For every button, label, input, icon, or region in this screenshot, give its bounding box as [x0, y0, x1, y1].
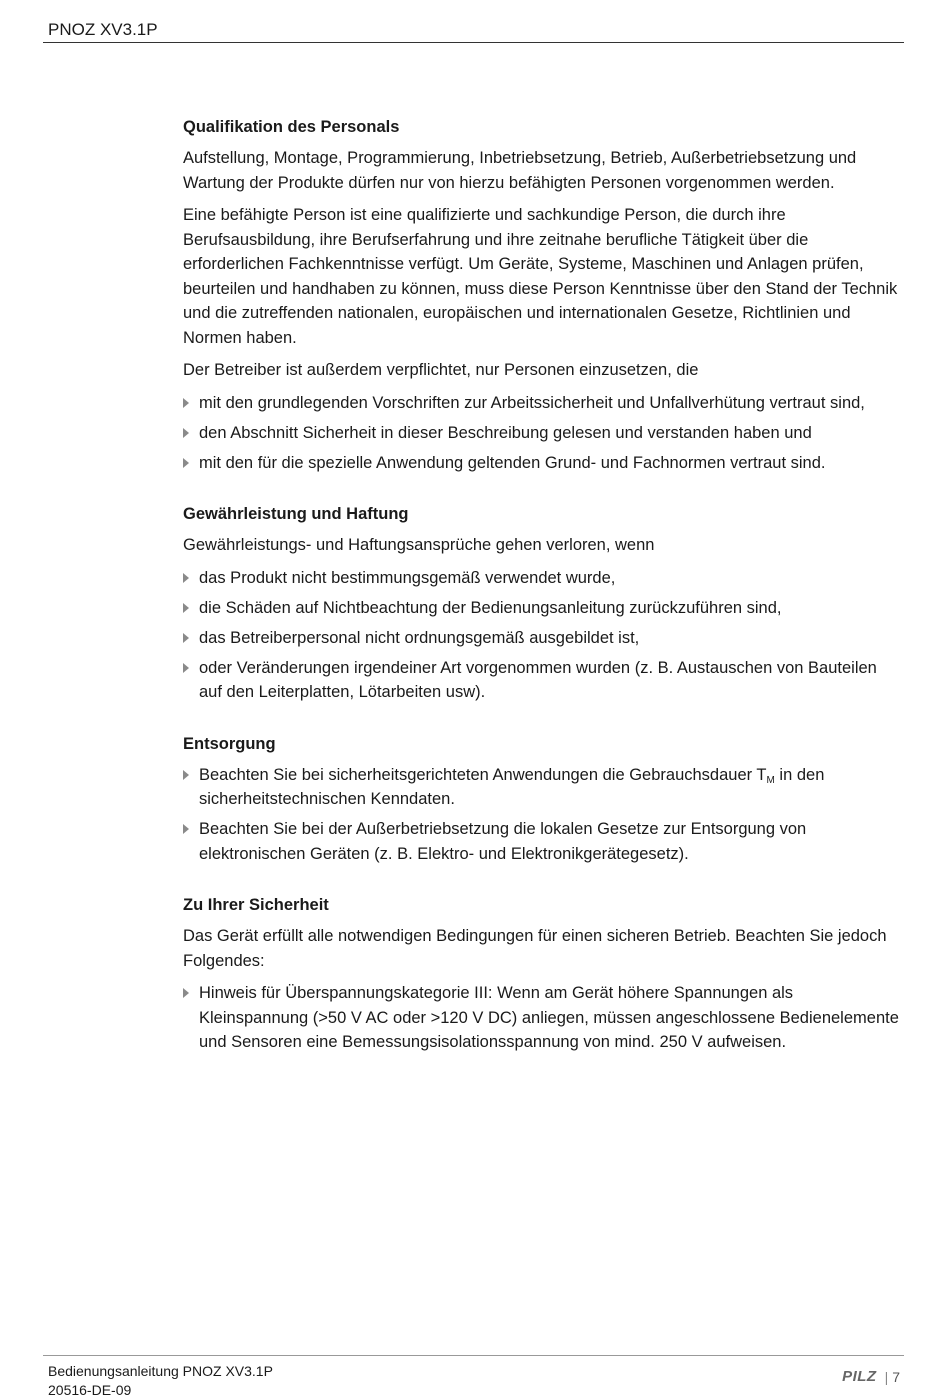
header-title: PNOZ XV3.1P: [48, 20, 158, 39]
footer-document-title: Bedienungsanleitung PNOZ XV3.1P: [48, 1363, 273, 1379]
paragraph: Gewährleistungs- und Haftungsansprüche gehen verloren, wenn: [183, 536, 655, 554]
paragraph: Aufstellung, Montage, Programmierung, Inbetriebsetzung, Betrieb, Außerbetriebsetzung und Wartung der Produkte dürfen nur von hierzu befähigten Personen vorgenommen werden.: [183, 149, 857, 192]
list-item: [183, 566, 901, 591]
main-content: [183, 116, 901, 1083]
list-item-text: das Produkt nicht bestimmungsgemäß verwendet wurde,: [199, 568, 616, 587]
page-number: 7: [892, 1368, 900, 1385]
bullet-list: [183, 391, 901, 476]
bullet-arrow-icon: [183, 428, 189, 438]
paragraph: Eine befähigte Person ist eine qualifizierte und sachkundige Person, die durch ihre Berufsausbildung, ihre Berufserfahrung und ihre zeitnahe berufliche Tätigkeit über die erforderlichen Fachkenntnisse verfügt. Um Geräte, Systeme, Maschinen und Anlagen prüfen, beurteilen und handhaben zu können, muss diese Person Kenntnisse über den Stand der Technik und die zutreffenden nationalen, europäischen und internationalen Gesetze, Richtlinien und Normen haben.: [183, 206, 898, 347]
bullet-arrow-icon: [183, 663, 189, 673]
list-item-text: mit den grundlegenden Vorschriften zur Arbeitssicherheit und Unfallverhütung vertraut sind,: [199, 393, 865, 412]
section-sicherheit: [183, 894, 901, 1055]
bullet-arrow-icon: [183, 398, 189, 408]
list-item-text: das Betreiberpersonal nicht ordnungsgemäß ausgebildet ist,: [199, 628, 640, 647]
list-item: [183, 817, 901, 866]
section-title: Zu Ihrer Sicherheit: [183, 896, 329, 914]
section-gewaehrleistung: [183, 503, 901, 705]
bullet-arrow-icon: [183, 603, 189, 613]
list-item: [183, 451, 901, 476]
list-item: [183, 596, 901, 621]
bullet-arrow-icon: [183, 770, 189, 780]
list-item: [183, 626, 901, 651]
section-entsorgung: [183, 733, 901, 867]
section-title: Gewährleistung und Haftung: [183, 505, 409, 523]
list-item: [183, 981, 901, 1055]
bullet-arrow-icon: [183, 824, 189, 834]
subscript: M: [766, 774, 775, 786]
section-title: Entsorgung: [183, 734, 276, 753]
list-item-text: Beachten Sie bei der Außerbetriebsetzung die lokalen Gesetze zur Entsorgung von elektronischen Geräten (z. B. Elektro- und Elektronikgerätegesetz).: [199, 820, 807, 863]
bullet-list: [183, 981, 901, 1055]
bullet-arrow-icon: [183, 633, 189, 643]
paragraph: Das Gerät erfüllt alle notwendigen Bedingungen für einen sicheren Betrieb. Beachten Sie jedoch Folgendes:: [183, 927, 887, 970]
list-item-text: die Schäden auf Nichtbeachtung der Bedienungsanleitung zurückzuführen sind,: [199, 598, 782, 617]
list-item: [183, 421, 901, 446]
paragraph: Der Betreiber ist außerdem verpflichtet, nur Personen einzusetzen, die: [183, 361, 699, 379]
footer-info: [48, 1362, 273, 1400]
section-qualifikation: [183, 116, 901, 475]
header-divider: [43, 42, 904, 43]
list-item-text: in den sicherheitstechnischen Kenndaten.: [199, 765, 825, 808]
bullet-arrow-icon: [183, 573, 189, 583]
list-item: [183, 391, 901, 416]
list-item-text: Hinweis für Überspannungskategorie III: Wenn am Gerät höhere Spannungen als Kleinspannung (>50 V AC oder >120 V DC) anliegen, müssen angeschlossene Bedienelemente und Sensoren eine Bemessungsisolationsspannung von mind. 250 V aufweisen.: [199, 984, 899, 1051]
bullet-list: [183, 763, 901, 867]
list-item-text: Beachten Sie bei sicherheitsgerichteten Anwendungen die Gebrauchsdauer T: [199, 765, 767, 784]
bullet-arrow-icon: [183, 988, 189, 998]
pilz-logo: PILZ: [842, 1368, 877, 1385]
bullet-arrow-icon: [183, 458, 189, 468]
list-item: [183, 656, 901, 705]
separator: |: [884, 1368, 889, 1385]
list-item-text: den Abschnitt Sicherheit in dieser Beschreibung gelesen und verstanden haben und: [199, 423, 812, 442]
footer-document-number: 20516-DE-09: [48, 1382, 132, 1398]
footer-divider: [43, 1355, 904, 1356]
bullet-list: [183, 566, 901, 705]
section-title: Qualifikation des Personals: [183, 118, 400, 136]
footer-page-info: [842, 1368, 900, 1385]
list-item-text: oder Veränderungen irgendeiner Art vorgenommen wurden (z. B. Austauschen von Bauteilen auf den Leiterplatten, Lötarbeiten usw).: [199, 658, 877, 701]
list-item: [183, 763, 901, 812]
list-item-text: mit den für die spezielle Anwendung geltenden Grund- und Fachnormen vertraut sind.: [199, 453, 826, 472]
